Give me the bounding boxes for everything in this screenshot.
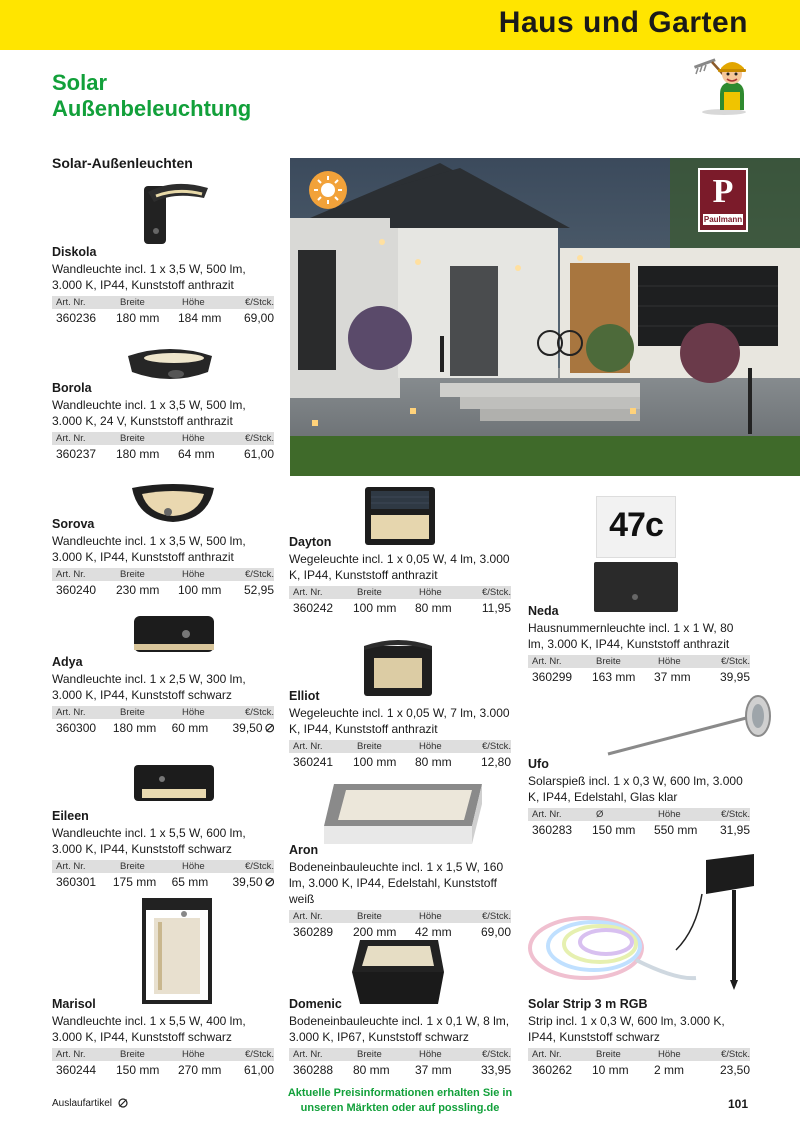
product-name: Marisol bbox=[52, 997, 96, 1011]
width-value: 100 mm bbox=[353, 601, 397, 615]
section-title-line2: Außenbeleuchtung bbox=[52, 96, 252, 121]
price-value: 31,95 bbox=[719, 823, 750, 837]
product-solar-strip bbox=[528, 996, 750, 1079]
spec-header-preis: €/Stck. bbox=[481, 741, 511, 752]
phaseout-icon bbox=[118, 1098, 128, 1108]
spec-header-hoehe: Höhe bbox=[658, 656, 681, 667]
neda-house-number: 47c bbox=[609, 506, 663, 544]
category-title: Haus und Garten bbox=[498, 6, 748, 39]
product-name: Domenic bbox=[289, 997, 342, 1011]
product-adya bbox=[52, 654, 274, 737]
brand-logo bbox=[698, 168, 748, 232]
spec-header-preis: €/Stck. bbox=[244, 297, 274, 308]
spec-header-breite: Breite bbox=[596, 1049, 621, 1060]
product-domenic bbox=[289, 996, 511, 1079]
width-value: 175 mm bbox=[112, 875, 157, 889]
product-description: Wandleuchte incl. 1 x 3,5 W, 500 lm, 3.000 K, IP44, Kunststoff anthrazit bbox=[52, 262, 246, 292]
price-value: 39,50 bbox=[232, 875, 263, 889]
spec-header-breite: Breite bbox=[596, 656, 621, 667]
height-value: 184 mm bbox=[178, 311, 222, 325]
spec-header-art: Art. Nr. bbox=[56, 861, 86, 872]
spec-header-art: Art. Nr. bbox=[56, 297, 86, 308]
product-description: Wegeleuchte incl. 1 x 0,05 W, 4 lm, 3.000 K, IP44, Kunststoff anthrazit bbox=[289, 552, 510, 582]
spec-header-preis: €/Stck. bbox=[244, 1049, 274, 1060]
price-value: 52,95 bbox=[243, 583, 274, 597]
solar-strip-product-image bbox=[526, 850, 762, 992]
phaseout-icon bbox=[265, 723, 274, 733]
phaseout-icon bbox=[265, 877, 274, 887]
brand-logo-letter: P bbox=[712, 173, 734, 210]
product-name: Dayton bbox=[289, 535, 332, 549]
product-description: Wandleuchte incl. 1 x 3,5 W, 500 lm, 3.000 K, IP44, Kunststoff anthrazit bbox=[52, 534, 246, 564]
art-number: 360288 bbox=[293, 1063, 334, 1077]
height-value: 42 mm bbox=[415, 925, 452, 939]
product-name: Neda bbox=[528, 604, 559, 618]
footer-legend bbox=[52, 1098, 128, 1109]
spec-header-preis: €/Stck. bbox=[481, 1049, 511, 1060]
spec-header-preis: €/Stck. bbox=[244, 861, 274, 872]
spec-header-preis: €/Stck. bbox=[244, 569, 274, 580]
product-marisol bbox=[52, 996, 274, 1079]
product-eileen bbox=[52, 808, 274, 891]
height-value: 37 mm bbox=[415, 1063, 452, 1077]
price-info-line1: Aktuelle Preisinformationen erhalten Sie in bbox=[287, 1087, 513, 1099]
spec-header-breite: Breite bbox=[357, 911, 382, 922]
spec-header-hoehe: Höhe bbox=[182, 569, 205, 580]
spec-header bbox=[289, 740, 511, 753]
spec-header-breite: Breite bbox=[357, 1049, 382, 1060]
spec-row bbox=[528, 668, 750, 686]
product-description: Wegeleuchte incl. 1 x 0,05 W, 7 lm, 3.000 K, IP44, Kunststoff anthrazit bbox=[289, 706, 510, 736]
product-neda bbox=[528, 603, 750, 686]
art-number: 360242 bbox=[293, 601, 334, 615]
height-value: 270 mm bbox=[178, 1063, 222, 1077]
section-title bbox=[52, 70, 251, 122]
product-description: Bodeneinbauleuchte incl. 1 x 1,5 W, 160 lm, 3.000 K, IP44, Edelstahl, Kunststoff weiß bbox=[289, 860, 504, 906]
product-name: Ufo bbox=[528, 757, 549, 771]
spec-header bbox=[289, 586, 511, 599]
art-number: 360301 bbox=[56, 875, 97, 889]
spec-header-breite: Breite bbox=[357, 741, 382, 752]
spec-row bbox=[52, 873, 274, 891]
spec-header bbox=[52, 432, 274, 445]
width-value: 230 mm bbox=[116, 583, 160, 597]
height-value: 80 mm bbox=[415, 755, 452, 769]
spec-header-hoehe: Höhe bbox=[182, 297, 205, 308]
spec-header-hoehe: Höhe bbox=[419, 587, 442, 598]
price-value: 12,80 bbox=[480, 755, 511, 769]
width-value: 163 mm bbox=[592, 670, 636, 684]
product-ufo bbox=[528, 756, 750, 839]
spec-header-hoehe: Höhe bbox=[182, 861, 205, 872]
height-value: 65 mm bbox=[171, 875, 209, 889]
price-value: 69,00 bbox=[243, 311, 274, 325]
product-description: Hausnummernleuchte incl. 1 x 1 W, 80 lm, 3.000 K, IP44, Kunststoff anthrazit bbox=[528, 621, 734, 651]
height-value: 60 mm bbox=[171, 721, 209, 735]
spec-header bbox=[289, 1048, 511, 1061]
spec-row bbox=[52, 719, 274, 737]
brand-logo-name: Paulmann bbox=[703, 215, 743, 224]
art-number: 360241 bbox=[293, 755, 334, 769]
spec-header-hoehe: Höhe bbox=[419, 741, 442, 752]
spec-header bbox=[52, 296, 274, 309]
price-value: 61,00 bbox=[243, 447, 274, 461]
spec-header-art: Art. Nr. bbox=[532, 809, 562, 820]
spec-header-breite: Breite bbox=[120, 433, 145, 444]
price-value: 39,50 bbox=[232, 721, 263, 735]
spec-row bbox=[528, 821, 750, 839]
spec-header-diameter: Ø bbox=[596, 809, 604, 820]
product-diskola bbox=[52, 244, 274, 327]
spec-row bbox=[52, 581, 274, 599]
spec-header-breite: Breite bbox=[120, 297, 145, 308]
spec-header-art: Art. Nr. bbox=[56, 707, 86, 718]
hero-photo bbox=[290, 158, 800, 476]
width-value: 180 mm bbox=[116, 447, 160, 461]
spec-header-art: Art. Nr. bbox=[293, 741, 323, 752]
section-title-line1: Solar bbox=[52, 70, 108, 95]
eileen-product-image bbox=[132, 763, 216, 803]
ufo-product-image bbox=[604, 694, 776, 760]
product-name: Borola bbox=[52, 381, 92, 395]
adya-product-image bbox=[132, 614, 216, 654]
spec-header-preis: €/Stck. bbox=[720, 809, 750, 820]
height-value: 80 mm bbox=[415, 601, 452, 615]
spec-header-hoehe: Höhe bbox=[182, 1049, 205, 1060]
spec-header-hoehe: Höhe bbox=[419, 911, 442, 922]
diskola-product-image bbox=[134, 176, 212, 248]
art-number: 360237 bbox=[56, 447, 97, 461]
diameter-value: 150 mm bbox=[592, 823, 636, 837]
spec-header-preis: €/Stck. bbox=[244, 433, 274, 444]
spec-header bbox=[528, 808, 750, 821]
product-description: Wandleuchte incl. 1 x 2,5 W, 300 lm, 3.000 K, IP44, Kunststoff schwarz bbox=[52, 672, 246, 702]
art-number: 360283 bbox=[532, 823, 573, 837]
spec-header-art: Art. Nr. bbox=[293, 1049, 323, 1060]
sun-icon bbox=[308, 170, 348, 210]
spec-header-art: Art. Nr. bbox=[532, 1049, 562, 1060]
art-number: 360299 bbox=[532, 670, 573, 684]
height-value: 37 mm bbox=[654, 670, 691, 684]
spec-header-preis: €/Stck. bbox=[720, 1049, 750, 1060]
width-value: 100 mm bbox=[353, 755, 397, 769]
width-value: 10 mm bbox=[592, 1063, 629, 1077]
spec-header-hoehe: Höhe bbox=[658, 1049, 681, 1060]
price-value: 39,95 bbox=[719, 670, 750, 684]
product-name: Elliot bbox=[289, 689, 320, 703]
product-name: Adya bbox=[52, 655, 83, 669]
garden-mascot-icon bbox=[690, 54, 752, 116]
height-value: 64 mm bbox=[178, 447, 215, 461]
width-value: 180 mm bbox=[116, 311, 160, 325]
price-value: 23,50 bbox=[719, 1063, 750, 1077]
spec-row bbox=[289, 753, 511, 771]
price-info-line2: unseren Märkten oder auf possling.de bbox=[300, 1102, 500, 1114]
neda-product-image bbox=[594, 496, 678, 614]
spec-header bbox=[528, 655, 750, 668]
spec-row bbox=[528, 1061, 750, 1079]
spec-header-breite: Breite bbox=[120, 1049, 145, 1060]
product-description: Wandleuchte incl. 1 x 5,5 W, 600 lm, 3.000 K, IP44, Kunststoff schwarz bbox=[52, 826, 246, 856]
spec-header bbox=[52, 1048, 274, 1061]
spec-header-breite: Breite bbox=[120, 707, 145, 718]
spec-header-art: Art. Nr. bbox=[56, 1049, 86, 1060]
price-value: 69,00 bbox=[480, 925, 511, 939]
width-value: 150 mm bbox=[116, 1063, 160, 1077]
spec-header-preis: €/Stck. bbox=[244, 707, 274, 718]
spec-row bbox=[52, 1061, 274, 1079]
spec-header bbox=[528, 1048, 750, 1061]
price-value: 11,95 bbox=[481, 601, 511, 615]
spec-header-preis: €/Stck. bbox=[481, 911, 511, 922]
price-value: 61,00 bbox=[243, 1063, 274, 1077]
product-sorova bbox=[52, 516, 274, 599]
spec-header bbox=[52, 706, 274, 719]
width-value: 200 mm bbox=[353, 925, 397, 939]
height-value: 2 mm bbox=[654, 1063, 684, 1077]
page-number: 101 bbox=[728, 1097, 749, 1111]
spec-header-breite: Breite bbox=[120, 569, 145, 580]
height-value: 100 mm bbox=[178, 583, 222, 597]
art-number: 360244 bbox=[56, 1063, 97, 1077]
product-elliot bbox=[289, 688, 511, 771]
spec-row bbox=[289, 1061, 511, 1079]
product-dayton bbox=[289, 534, 511, 617]
spec-header-art: Art. Nr. bbox=[293, 911, 323, 922]
product-description: Bodeneinbauleuchte incl. 1 x 0,1 W, 8 lm, 3.000 K, IP67, Kunststoff schwarz bbox=[289, 1014, 510, 1044]
spec-header-hoehe: Höhe bbox=[658, 809, 681, 820]
price-info-note bbox=[270, 1086, 530, 1116]
spec-header-hoehe: Höhe bbox=[182, 433, 205, 444]
height-value: 550 mm bbox=[654, 823, 698, 837]
marisol-product-image bbox=[140, 896, 214, 1006]
product-description: Wandleuchte incl. 1 x 5,5 W, 400 lm, 3.000 K, IP44, Kunststoff schwarz bbox=[52, 1014, 246, 1044]
product-description: Strip incl. 1 x 0,3 W, 600 lm, 3.000 K, IP44, Kunststoff schwarz bbox=[528, 1014, 725, 1044]
product-name: Diskola bbox=[52, 245, 97, 259]
spec-header bbox=[52, 568, 274, 581]
spec-header-art: Art. Nr. bbox=[56, 569, 86, 580]
width-value: 80 mm bbox=[353, 1063, 390, 1077]
spec-row bbox=[52, 309, 274, 327]
product-name: Solar Strip 3 m RGB bbox=[528, 997, 648, 1011]
art-number: 360236 bbox=[56, 311, 97, 325]
group-title: Solar-Außenleuchten bbox=[52, 155, 193, 171]
product-description: Wandleuchte incl. 1 x 3,5 W, 500 lm, 3.000 K, 24 V, Kunststoff anthrazit bbox=[52, 398, 246, 428]
product-name: Sorova bbox=[52, 517, 95, 531]
product-aron bbox=[289, 842, 511, 941]
spec-row bbox=[289, 599, 511, 617]
price-value: 33,95 bbox=[480, 1063, 511, 1077]
spec-header-hoehe: Höhe bbox=[182, 707, 205, 718]
spec-header-preis: €/Stck. bbox=[720, 656, 750, 667]
spec-header bbox=[52, 860, 274, 873]
header-banner bbox=[0, 0, 800, 50]
art-number: 360289 bbox=[293, 925, 334, 939]
spec-header bbox=[289, 910, 511, 923]
art-number: 360300 bbox=[56, 721, 97, 735]
spec-header-art: Art. Nr. bbox=[532, 656, 562, 667]
product-description: Solarspieß incl. 1 x 0,3 W, 600 lm, 3.000 K, IP44, Edelstahl, Glas klar bbox=[528, 774, 743, 804]
product-name: Aron bbox=[289, 843, 319, 857]
aron-product-image bbox=[322, 782, 488, 848]
product-name: Eileen bbox=[52, 809, 89, 823]
spec-row bbox=[52, 445, 274, 463]
spec-header-art: Art. Nr. bbox=[56, 433, 86, 444]
spec-header-art: Art. Nr. bbox=[293, 587, 323, 598]
spec-header-preis: €/Stck. bbox=[481, 587, 511, 598]
spec-header-breite: Breite bbox=[120, 861, 145, 872]
spec-row bbox=[289, 923, 511, 941]
art-number: 360262 bbox=[532, 1063, 573, 1077]
spec-header-hoehe: Höhe bbox=[419, 1049, 442, 1060]
product-borola bbox=[52, 380, 274, 463]
spec-header-breite: Breite bbox=[357, 587, 382, 598]
art-number: 360240 bbox=[56, 583, 97, 597]
width-value: 180 mm bbox=[112, 721, 157, 735]
legend-label: Auslaufartikel bbox=[52, 1098, 113, 1109]
